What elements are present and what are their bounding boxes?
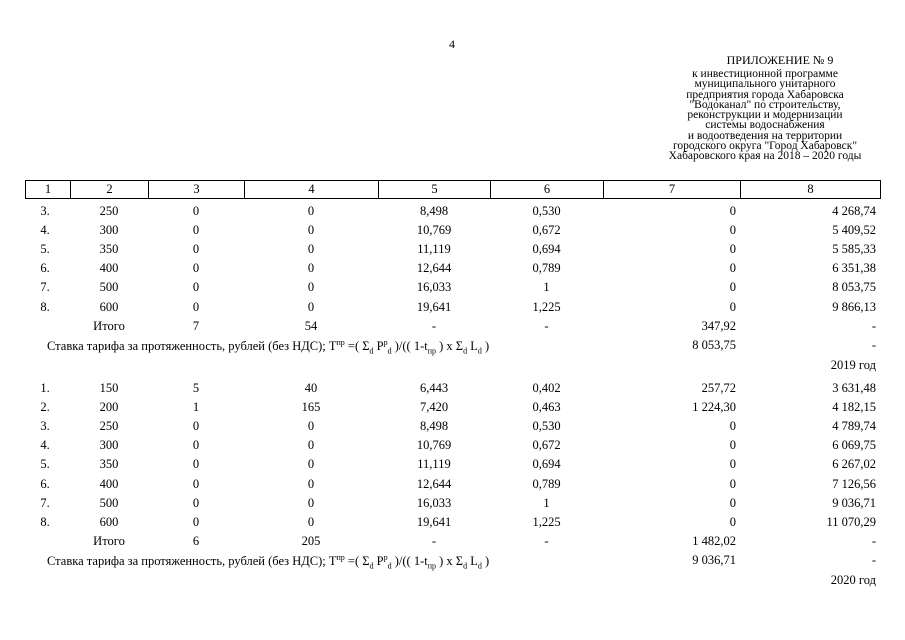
table-cell: 0: [192, 204, 200, 218]
table-cell: 0: [192, 261, 200, 276]
table-cell: 6.: [40, 261, 50, 276]
table-cell: 40: [304, 381, 318, 395]
table-cell: 0: [192, 495, 200, 510]
table-cell: 0: [307, 204, 315, 218]
table-cell: 54: [304, 318, 318, 333]
table-cell: 300: [99, 438, 119, 453]
table-cell: 1.: [40, 381, 50, 395]
column-header: 3: [149, 181, 245, 199]
table-cell: 0: [729, 438, 736, 453]
table-cell: 0,694: [532, 457, 561, 472]
table-row: [0, 419, 905, 438]
table-cell: 12,644: [416, 476, 452, 491]
table-row: [0, 515, 905, 534]
total-row: [0, 319, 905, 338]
table-cell: 250: [99, 204, 119, 218]
table-cell: 6 351,38: [832, 261, 876, 276]
table-cell: 0: [192, 457, 200, 472]
formula-part: P: [373, 338, 384, 353]
table-cell: 400: [99, 476, 119, 491]
table-cell: 8.: [40, 514, 50, 529]
year-heading-row: [0, 358, 905, 377]
formula-part: d: [387, 346, 392, 356]
table-cell: 6,443: [419, 381, 449, 395]
table-cell: 0: [729, 514, 736, 529]
column-header: 7: [604, 181, 741, 199]
formula-part: d: [463, 346, 468, 356]
table-cell: -: [871, 318, 876, 333]
table-cell: 7,420: [419, 400, 449, 415]
table-cell: 0: [729, 242, 736, 257]
table-cell: 7.: [40, 280, 50, 295]
table-row: [0, 496, 905, 515]
formula-part: P: [373, 554, 384, 569]
formula-part: d: [369, 561, 374, 571]
table-cell: 3.: [40, 419, 50, 434]
table-cell: 19,641: [416, 299, 452, 314]
table-cell: 600: [99, 514, 119, 529]
table-cell: 7: [192, 318, 200, 333]
formula-part: d: [477, 346, 482, 356]
table-cell: 0: [729, 419, 736, 434]
table-cell: 0: [192, 419, 200, 434]
table-cell: 5: [192, 381, 200, 395]
table-cell: 1 482,02: [692, 533, 736, 548]
column-header: 2: [71, 181, 149, 199]
formula-part: d: [463, 561, 468, 571]
table-cell: 5 409,52: [832, 223, 876, 238]
formula-part: L: [467, 554, 478, 569]
table-cell: 350: [99, 242, 119, 257]
table-cell: 5.: [40, 242, 50, 257]
appendix-description: [650, 69, 880, 162]
table-cell: 0: [307, 457, 315, 472]
table-cell: 7.: [40, 495, 50, 510]
table-row: [0, 457, 905, 476]
table-cell: 10,769: [416, 223, 452, 238]
table-row: [0, 381, 905, 400]
formula-part: ): [481, 338, 490, 353]
table-cell: 4.: [40, 223, 50, 238]
appendix-line: к инвестиционной программе: [692, 68, 838, 80]
table-cell: 350: [99, 457, 119, 472]
formula-part: пр: [427, 346, 437, 356]
table-row: [0, 400, 905, 419]
tariff-value: 8 053,75: [692, 337, 736, 352]
table-cell: 0: [729, 476, 736, 491]
formula-part: )/(( 1-t: [391, 554, 428, 569]
formula-part: d: [477, 561, 482, 571]
column-header: 8: [741, 181, 881, 199]
column-header: 5: [379, 181, 491, 199]
table-cell: 0: [307, 476, 315, 491]
table-cell: 500: [99, 495, 119, 510]
appendix-line: городского округа "Город Хабаровск": [672, 140, 858, 153]
table-cell: 300: [99, 223, 119, 238]
table-cell: 3.: [40, 204, 50, 218]
table-cell: 0: [729, 223, 736, 238]
table-row: [0, 477, 905, 496]
table-cell: 8,498: [419, 204, 449, 218]
table-cell: 8.: [40, 299, 50, 314]
table-cell: 0: [192, 438, 200, 453]
formula-part: d: [369, 346, 374, 356]
formula-part: р: [383, 552, 388, 562]
table-cell: 0,694: [532, 242, 561, 257]
table-cell: 0: [729, 299, 736, 314]
appendix-line: и водоотведения на территории: [687, 129, 843, 142]
column-header: 6: [491, 181, 604, 199]
table-cell: 0,672: [532, 438, 561, 453]
table-cell: 0: [192, 476, 200, 491]
table-cell: 3 631,48: [832, 381, 876, 395]
column-header: 4: [245, 181, 379, 199]
formula-part: Ставка тарифа за протяженность, рублей (без НДС); Т: [47, 554, 337, 569]
table-cell: 4 789,74: [832, 419, 876, 434]
table-cell: 1,225: [532, 299, 561, 314]
table-row: [0, 261, 905, 280]
year-heading-row: [0, 573, 905, 592]
table-cell: 0,789: [532, 261, 561, 276]
tariff-row: [0, 553, 905, 572]
table-row: [0, 223, 905, 242]
table-cell: 1,225: [532, 514, 561, 529]
table-cell: 0: [307, 514, 315, 529]
appendix-line: "Водоканал" по строительству,: [689, 98, 841, 111]
table-cell: 0: [729, 495, 736, 510]
tariff-formula-label: [47, 338, 489, 356]
table-cell: 0,672: [532, 223, 561, 238]
appendix-line: Хабаровского края на 2018 – 2020 годы: [668, 150, 862, 163]
formula-part: р: [383, 337, 388, 347]
table-cell: -: [431, 533, 437, 548]
table-cell: 12,644: [416, 261, 452, 276]
table-cell: 0: [192, 242, 200, 257]
table-cell: 16,033: [416, 495, 452, 510]
formula-part: пр: [427, 561, 437, 571]
table-cell: 0: [307, 223, 315, 238]
appendix-title: ПРИЛОЖЕНИЕ № 9: [726, 53, 834, 67]
page-number: 4: [449, 37, 455, 51]
table-row: [0, 438, 905, 457]
table-cell: 5 585,33: [832, 242, 876, 257]
total-row: [0, 534, 905, 553]
table-cell: 11,119: [417, 242, 451, 257]
table-cell: 0: [307, 280, 315, 295]
table-cell: -: [871, 552, 876, 567]
table-cell: 19,641: [416, 514, 452, 529]
table-cell: 0: [307, 242, 315, 257]
appendix-line: системы водоснабжения: [705, 119, 825, 132]
formula-part: d: [387, 561, 392, 571]
table-cell: 0: [729, 457, 736, 472]
table-cell: 7 126,56: [832, 476, 876, 491]
formula-part: ) x Σ: [436, 338, 464, 353]
table-cell: 165: [301, 400, 321, 415]
tariff-formula-label: [47, 553, 489, 571]
table-cell: 9 866,13: [832, 299, 876, 314]
table-cell: 8 053,75: [832, 280, 876, 295]
table-cell: 0: [307, 419, 315, 434]
table-row: [0, 300, 905, 319]
table-cell: 4 182,15: [832, 400, 876, 415]
year-heading: 2019 год: [830, 357, 876, 372]
table-cell: 1 224,30: [692, 400, 736, 415]
table-row: [0, 242, 905, 261]
formula-part: пр: [336, 552, 345, 562]
table-cell: 150: [99, 381, 119, 395]
tariff-value: 9 036,71: [692, 552, 736, 567]
table-cell: 0: [729, 204, 736, 218]
tariff-row: [0, 338, 905, 357]
table-cell: 200: [99, 400, 119, 415]
table-cell: 250: [99, 419, 119, 434]
table-cell: 6: [192, 533, 200, 548]
table-cell: 0: [192, 514, 200, 529]
table-cell: 6 069,75: [832, 438, 876, 453]
total-label: Итого: [93, 533, 125, 548]
formula-part: Ставка тарифа за протяженность, рублей (без НДС); Т: [47, 338, 337, 353]
column-header-table: [25, 180, 881, 199]
table-cell: 347,92: [701, 318, 736, 333]
table-cell: 1: [543, 280, 550, 295]
year-heading: 2020 год: [830, 573, 876, 587]
table-cell: 0: [192, 280, 200, 295]
table-cell: 205: [301, 533, 321, 548]
table-cell: 0: [729, 261, 736, 276]
table-cell: 9 036,71: [832, 495, 876, 510]
table-cell: 0: [192, 299, 200, 314]
table-cell: 0: [307, 299, 315, 314]
table-row: [0, 204, 905, 223]
table-cell: 5.: [40, 457, 50, 472]
table-cell: 0: [192, 223, 200, 238]
table-cell: 400: [99, 261, 119, 276]
appendix-line: муниципального унитарного: [694, 78, 836, 91]
table-cell: 257,72: [701, 381, 736, 395]
table-cell: 0,402: [532, 381, 561, 395]
table-cell: 11,119: [417, 457, 451, 472]
table-cell: 0: [729, 280, 736, 295]
table-cell: 0: [307, 438, 315, 453]
table-cell: -: [871, 337, 876, 352]
table-cell: 1: [192, 400, 200, 415]
table-cell: 0: [307, 495, 315, 510]
table-cell: -: [544, 318, 549, 333]
table-cell: 16,033: [416, 280, 452, 295]
total-label: Итого: [93, 318, 125, 333]
table-cell: -: [544, 533, 549, 548]
table-cell: 10,769: [416, 438, 452, 453]
table-row: [0, 280, 905, 299]
table-cell: 600: [99, 299, 119, 314]
table-cell: 8,498: [419, 419, 449, 434]
table-cell: 0: [307, 261, 315, 276]
formula-part: )/(( 1-t: [391, 338, 428, 353]
appendix-line: реконструкции и модернизации: [687, 109, 843, 122]
formula-part: =( Σ: [344, 338, 370, 353]
column-header: 1: [26, 181, 71, 199]
table-cell: 11 070,29: [826, 514, 876, 529]
appendix-line: предприятия города Хабаровска: [686, 88, 844, 101]
table-cell: 4.: [40, 438, 50, 453]
table-cell: 500: [99, 280, 119, 295]
table-cell: 4 268,74: [832, 204, 876, 218]
table-cell: 1: [543, 495, 550, 510]
table-cell: 2.: [40, 400, 50, 415]
formula-part: пр: [336, 337, 345, 347]
table-cell: 0,530: [532, 419, 561, 434]
table-cell: -: [871, 533, 876, 548]
formula-part: ): [481, 554, 490, 569]
table-cell: 6.: [40, 476, 50, 491]
formula-part: L: [467, 338, 478, 353]
formula-part: ) x Σ: [436, 554, 464, 569]
table-cell: 6 267,02: [832, 457, 876, 472]
formula-part: =( Σ: [344, 554, 370, 569]
table-cell: 0,789: [532, 476, 561, 491]
table-cell: 0,530: [532, 204, 561, 218]
table-cell: 0,463: [532, 400, 561, 415]
table-cell: -: [431, 318, 437, 333]
